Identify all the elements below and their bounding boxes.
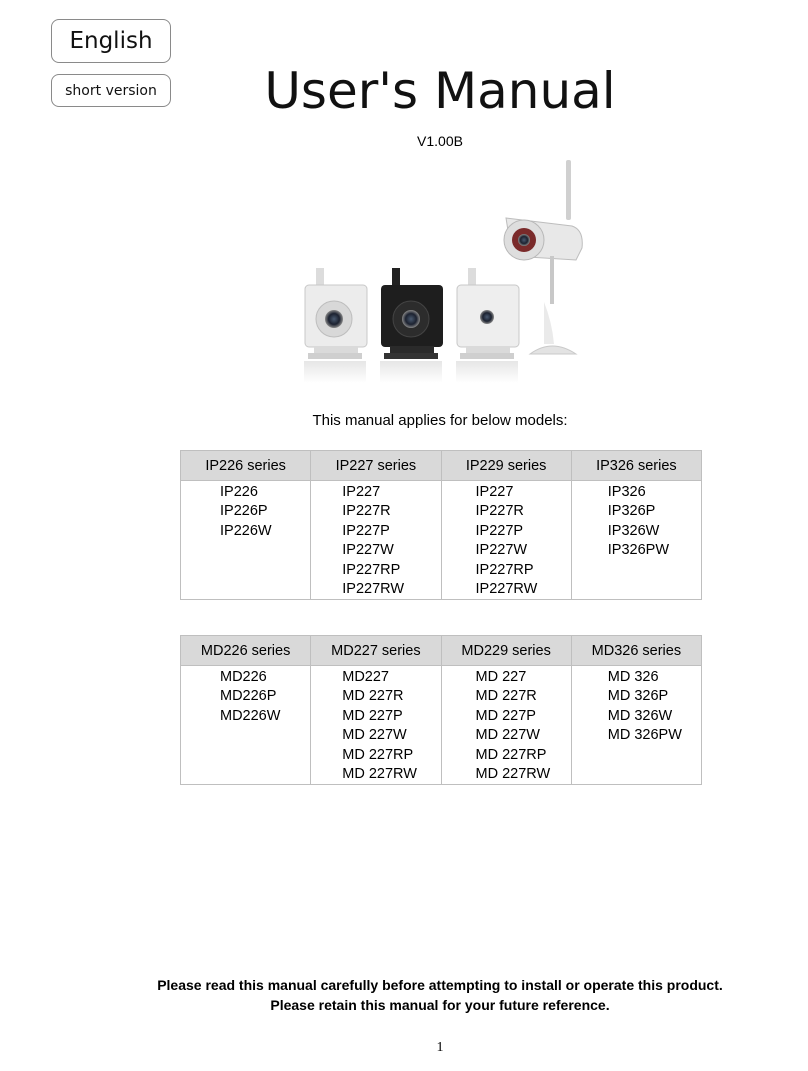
model-name: MD 227P bbox=[475, 707, 536, 724]
model-name: IP227P bbox=[342, 522, 390, 539]
applies-to-caption: This manual applies for below models: bbox=[312, 412, 568, 429]
model-name: IP227RP bbox=[342, 561, 401, 578]
model-cell bbox=[571, 666, 701, 785]
model-name: IP227RW bbox=[342, 580, 405, 597]
model-name: IP326W bbox=[607, 522, 660, 539]
ip-series-table bbox=[180, 450, 702, 600]
model-cell bbox=[311, 481, 441, 600]
model-name: IP226W bbox=[220, 522, 272, 539]
model-name: MD 227RW bbox=[342, 765, 417, 782]
series-header: IP229 series bbox=[441, 451, 571, 481]
language-badge: English bbox=[51, 19, 171, 63]
model-cell bbox=[571, 481, 701, 600]
model-name: IP227 bbox=[342, 484, 381, 500]
model-cell bbox=[441, 481, 571, 600]
model-name: IP226P bbox=[220, 503, 268, 520]
model-list bbox=[181, 483, 310, 541]
edition-badge: short version bbox=[51, 74, 171, 107]
model-name: MD 227P bbox=[342, 707, 403, 724]
series-header: IP226 series bbox=[181, 451, 311, 481]
md-series-table bbox=[180, 635, 702, 785]
model-name: MD 227W bbox=[342, 727, 407, 744]
model-name: MD 227RP bbox=[342, 746, 414, 763]
model-name: MD226 bbox=[220, 669, 267, 685]
series-header: IP227 series bbox=[311, 451, 441, 481]
model-name: IP227W bbox=[475, 542, 528, 559]
model-name: MD 227W bbox=[475, 727, 540, 744]
model-name: MD 227RW bbox=[475, 765, 551, 782]
camera-white-ir bbox=[305, 268, 367, 359]
model-name: MD 227RP bbox=[475, 746, 547, 763]
series-header: MD227 series bbox=[311, 636, 441, 666]
model-name: MD227 bbox=[342, 669, 389, 685]
series-header: MD226 series bbox=[181, 636, 311, 666]
camera-black bbox=[381, 268, 443, 359]
camera-white bbox=[457, 268, 519, 359]
model-list bbox=[311, 668, 440, 784]
model-name: IP227R bbox=[342, 503, 391, 520]
model-cell bbox=[181, 666, 311, 785]
model-list bbox=[442, 483, 571, 599]
series-header: MD326 series bbox=[571, 636, 701, 666]
manual-title: User's Manual bbox=[264, 62, 616, 120]
model-name: MD226P bbox=[220, 688, 277, 705]
model-name: IP227W bbox=[342, 542, 394, 559]
read-manual-notice: Please read this manual carefully before attempting to install or operate this product. bbox=[157, 977, 723, 993]
manual-version: V1.00B bbox=[417, 133, 463, 149]
model-list bbox=[311, 483, 440, 599]
model-name: MD 326 bbox=[607, 669, 659, 685]
model-name: MD 227 bbox=[475, 669, 527, 685]
model-cell bbox=[181, 481, 311, 600]
model-name: MD 227R bbox=[342, 688, 404, 705]
series-header: MD229 series bbox=[441, 636, 571, 666]
model-name: MD 326W bbox=[607, 707, 673, 724]
model-name: IP227RP bbox=[475, 561, 534, 578]
model-name: MD 326PW bbox=[607, 727, 682, 744]
model-name: IP227P bbox=[475, 522, 524, 539]
model-name: IP326PW bbox=[607, 542, 669, 559]
model-cell bbox=[311, 666, 441, 785]
model-name: IP326 bbox=[607, 484, 646, 500]
model-list bbox=[572, 483, 701, 561]
model-name: MD 326P bbox=[607, 688, 669, 705]
model-name: IP226 bbox=[220, 484, 258, 500]
model-name: IP227RW bbox=[475, 580, 538, 597]
model-name: MD226W bbox=[220, 707, 281, 724]
model-name: MD 227R bbox=[475, 688, 537, 705]
model-list bbox=[181, 668, 310, 726]
series-header: IP326 series bbox=[571, 451, 701, 481]
model-name: IP326P bbox=[607, 503, 656, 520]
model-name: IP227R bbox=[475, 503, 524, 520]
model-list bbox=[572, 668, 701, 746]
retain-manual-notice: Please retain this manual for your future reference. bbox=[270, 997, 610, 1013]
page-number: 1 bbox=[436, 1040, 444, 1055]
camera-product-photo bbox=[300, 156, 590, 390]
model-list bbox=[442, 668, 571, 784]
model-name: IP227 bbox=[475, 484, 514, 500]
model-cell bbox=[441, 666, 571, 785]
